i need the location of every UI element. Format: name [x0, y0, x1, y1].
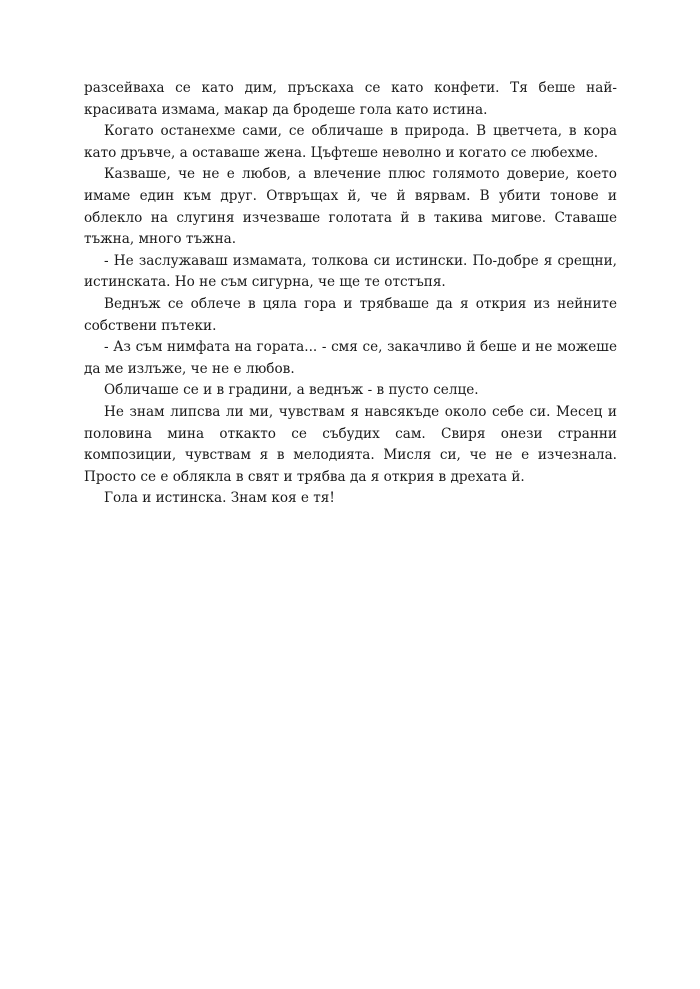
- paragraph-2: Когато останехме сами, се обличаше в природа. В цветчета, в кора като дръвче, а оставаше жена. Цъфтеше неволно и когато се любехме.: [84, 123, 617, 161]
- paragraph-8: Не знам липсва ли ми, чувствам я навсякъде около себе си. Месец и половина мина откакто се събудих сам. Свиря онези странни композиции, чувствам я в мелодията. Мисля си, че не е изчезнала. Просто се е облякла в свят и трябва да я открия в дрехата й.: [84, 403, 617, 485]
- story-text: [84, 78, 617, 510]
- paragraph-1: разсейваха се като дим, пръскаха се като конфети. Тя беше най-красивата измама, макар да бродеше гола като истина.: [84, 80, 617, 118]
- paragraph-9: Гола и истинска. Знам коя е тя!: [104, 490, 335, 507]
- paragraph-5: Веднъж се облече в цяла гора и трябваше да я открия из нейните собствени пътеки.: [84, 295, 617, 334]
- paragraph-7: Обличаше се и в градини, а веднъж - в пусто селце.: [104, 382, 479, 399]
- paragraph-6-dialogue: - Аз съм нимфата на гората... - смя се, закачливо й беше и не можеше да ме излъже, че не е любов.: [84, 339, 617, 377]
- paragraph-3: Казваше, че не е любов, а влечение плюс голямото доверие, което имаме един към друг. Отвръщах й, че й вярвам. В убити тонове и облекло на слугиня изчезваше голотата й в такива мигове. Ставаше тъжна, много тъжна.: [84, 166, 617, 248]
- paragraph-4-dialogue: - Не заслужаваш измамата, толкова си истински. По-добре я срещни, истинската. Но не съм сигурна, че ще те отстъпя.: [84, 252, 617, 291]
